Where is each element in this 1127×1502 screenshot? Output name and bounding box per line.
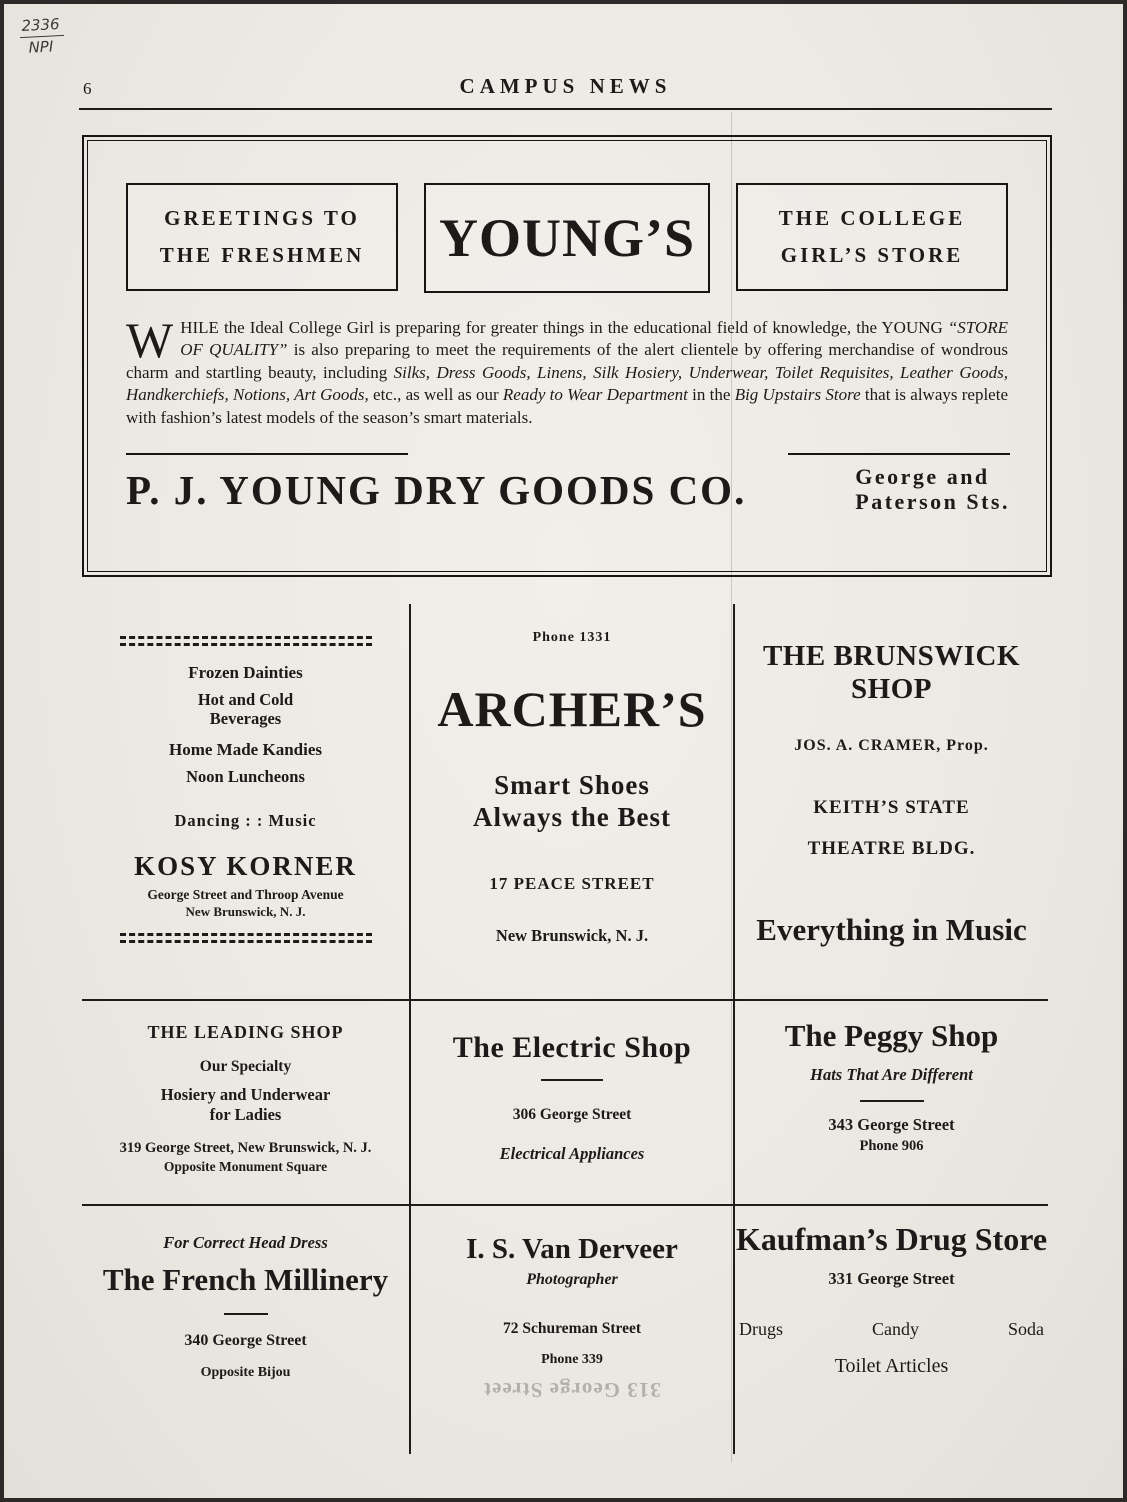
store-name-box xyxy=(424,183,710,293)
leading-shop-specialty: Our Specialty xyxy=(199,1058,292,1075)
youngs-footer xyxy=(126,465,1010,514)
peggy-shop-ad xyxy=(733,999,1048,1204)
archers-tagline-1: Smart Shoes xyxy=(494,770,650,800)
address-line-2: Paterson Sts. xyxy=(855,488,1010,514)
peggy-shop-tagline: Hats That Are Different xyxy=(810,1065,973,1084)
peggy-shop-phone: Phone 906 xyxy=(859,1138,924,1154)
company-address xyxy=(855,465,1010,514)
van-derveer-address: 72 Schureman Street xyxy=(502,1320,642,1337)
kaufmans-drug-store-ad xyxy=(733,1204,1048,1454)
ornamental-rule-top xyxy=(120,636,372,646)
kosy-korner-ad xyxy=(82,604,409,999)
bleed-through-ghost-text: 313 George Street xyxy=(483,1378,661,1402)
kosy-korner-address: George Street and Throop Avenue xyxy=(147,886,344,902)
electric-shop-name: The Electric Shop xyxy=(452,1031,692,1064)
van-derveer-phone: Phone 339 xyxy=(541,1352,603,1367)
body-seg-2: “STORE OF QUALITY” xyxy=(180,318,1008,360)
masthead-rule xyxy=(79,108,1052,110)
kaufmans-item-candy: Candy xyxy=(872,1319,919,1339)
electric-shop-rule xyxy=(541,1079,603,1081)
greeting-box xyxy=(126,183,398,291)
kosy-line-luncheons: Noon Luncheons xyxy=(186,766,305,786)
archival-annotation xyxy=(19,15,65,58)
kaufmans-item-toilet-articles: Toilet Articles xyxy=(834,1355,949,1377)
van-derveer-ad xyxy=(409,1204,733,1454)
kosy-line-dancing-music: Dancing : : Music xyxy=(174,810,317,830)
body-seg-6: Ready to Wear Department xyxy=(502,385,688,405)
french-millinery-name: The French Millinery xyxy=(102,1262,389,1297)
brunswick-tagline: Everything in Music xyxy=(756,912,1027,947)
classified-ad-grid xyxy=(82,604,1048,1454)
kaufmans-item-soda: Soda xyxy=(1008,1319,1044,1339)
kaufmans-name: Kaufman’s Drug Store xyxy=(735,1221,1048,1257)
brunswick-proprietor: JOS. A. CRAMER, Prop. xyxy=(794,737,989,754)
brunswick-location-1: KEITH’S STATE xyxy=(813,797,970,818)
masthead xyxy=(79,74,1052,110)
page-number: 6 xyxy=(83,79,92,98)
drop-cap: W xyxy=(126,312,174,368)
kaufmans-address: 331 George Street xyxy=(828,1269,955,1288)
kosy-line-kandies: Home Made Kandies xyxy=(169,739,322,759)
french-millinery-tagline: For Correct Head Dress xyxy=(163,1233,328,1252)
store-name: YOUNG’S xyxy=(438,208,695,268)
kosy-hot-cold: Hot and Cold xyxy=(197,690,294,709)
electric-shop-ad xyxy=(409,999,733,1204)
van-derveer-name: I. S. Van Derveer xyxy=(466,1233,678,1265)
company-name: P. J. YOUNG DRY GOODS CO. xyxy=(126,466,747,513)
address-line-1: George and xyxy=(855,464,990,490)
archers-tagline xyxy=(411,770,733,834)
peggy-shop-name: The Peggy Shop xyxy=(784,1018,999,1053)
tagline-box xyxy=(736,183,1008,291)
kosy-line-frozen-dainties: Frozen Dainties xyxy=(188,663,303,682)
kosy-beverages: Beverages xyxy=(209,709,282,729)
annotation-number: 2336 xyxy=(19,15,64,38)
leading-shop-address: 319 George Street, New Brunswick, N. J. xyxy=(119,1139,372,1156)
youngs-header-boxes xyxy=(126,183,1008,293)
archers-ad xyxy=(409,604,733,999)
leading-shop-goods xyxy=(82,1085,409,1125)
leading-shop-goods-2: for Ladies xyxy=(209,1104,282,1124)
peggy-shop-address: 343 George Street xyxy=(828,1115,955,1134)
french-millinery-landmark: Opposite Bijou xyxy=(200,1365,291,1380)
peggy-shop-rule xyxy=(860,1100,924,1102)
french-millinery-address: 340 George Street xyxy=(184,1332,307,1349)
leading-shop-ad xyxy=(82,999,409,1204)
archers-phone: Phone 1331 xyxy=(532,630,612,645)
french-millinery-ad xyxy=(82,1204,409,1454)
tagline-line-1: THE COLLEGE xyxy=(778,206,966,231)
archers-name: ARCHER’S xyxy=(437,681,707,737)
body-seg-8: Big Upstairs Store xyxy=(734,385,861,405)
body-seg-9: that is always replete with fashion’s latest models of the season’s smart materials. xyxy=(126,385,1008,427)
archers-tagline-2: Always the Best xyxy=(473,801,671,832)
footer-rule-left xyxy=(126,453,408,455)
kosy-korner-name: KOSY KORNER xyxy=(134,850,357,881)
brunswick-shop-name: THE BRUNSWICK SHOP xyxy=(762,640,1021,705)
archers-city: New Brunswick, N. J. xyxy=(495,925,649,945)
annotation-code: NPI xyxy=(28,37,54,57)
van-derveer-title: Photographer xyxy=(526,1271,618,1288)
body-seg-3: is also preparing to meet the requirements of the alert clientele by offering merchandise of wondrous charm and startling beauty, including xyxy=(126,340,1008,382)
brunswick-shop-ad xyxy=(733,604,1048,999)
body-seg-4: Silks, Dress Goods, Linens, Silk Hosiery, Underwear, Toilet Requisites, Leather Goods, Handkerchiefs, Notions, Art Goods, xyxy=(126,362,1008,405)
kosy-line-beverages xyxy=(82,690,409,729)
kosy-korner-city: New Brunswick, N. J. xyxy=(185,903,306,919)
leading-shop-goods-1: Hosiery and Underwear xyxy=(160,1085,331,1104)
greeting-line-1: GREETINGS TO xyxy=(164,206,360,231)
body-seg-1: HILE the Ideal College Girl is preparing for greater things in the educational field of knowledge, the YOUNG xyxy=(180,318,948,337)
newspaper-page xyxy=(4,4,1123,1498)
youngs-advertisement xyxy=(82,135,1052,577)
footer-rules xyxy=(126,453,1010,455)
leading-shop-name: THE LEADING SHOP xyxy=(147,1022,344,1042)
kaufmans-product-row xyxy=(739,1319,1044,1340)
brunswick-location-2: THEATRE BLDG. xyxy=(807,838,976,859)
body-seg-5: etc., as well as our xyxy=(368,385,503,405)
electric-shop-tagline: Electrical Appliances xyxy=(499,1144,645,1163)
youngs-body-copy xyxy=(126,312,1008,429)
tagline-line-2: GIRL’S STORE xyxy=(780,243,964,267)
electric-shop-address: 306 George Street xyxy=(512,1106,632,1123)
newspaper-title: CAMPUS NEWS xyxy=(459,74,672,98)
french-millinery-rule xyxy=(224,1313,268,1315)
archers-address: 17 PEACE STREET xyxy=(489,873,655,893)
body-seg-7: in the xyxy=(687,385,735,405)
footer-rule-right xyxy=(788,453,1010,455)
leading-shop-landmark: Opposite Monument Square xyxy=(163,1158,328,1174)
greeting-line-2: THE FRESHMEN xyxy=(159,243,365,267)
kaufmans-item-drugs: Drugs xyxy=(739,1319,783,1339)
ornamental-rule-bottom xyxy=(120,933,372,943)
